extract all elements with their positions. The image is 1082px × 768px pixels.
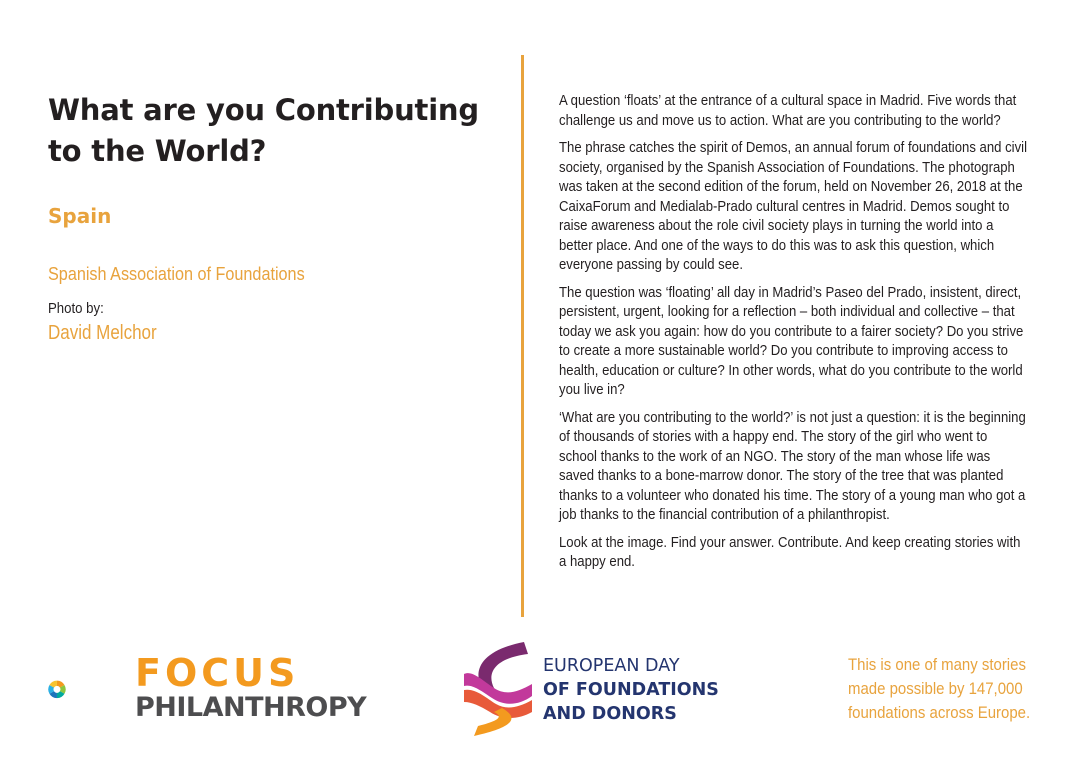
organisation-name: Spanish Association of Foundations	[48, 264, 305, 284]
story-title: What are you Contributing to the World?	[48, 93, 479, 168]
focus-logo-line2: PHILANTHROPY	[135, 692, 367, 723]
tagline-line2: made possible by 147,000	[848, 679, 1023, 698]
edf-logo-line3: AND DONORS	[543, 704, 677, 724]
tagline-line1: This is one of many stories	[848, 655, 1026, 674]
edf-logo-text	[543, 654, 719, 726]
footer-tagline	[848, 653, 1050, 725]
photographer-name: David Melchor	[48, 322, 157, 344]
body-paragraph: ‘What are you contributing to the world?’ is not just a question: it is the beginning of thousands of stories with a happy end. The story of the girl who went to school thanks to the work of an NGO. The story of the man whose life was saved thanks to a bone-marrow donor. The story of the tree that was planted thanks to a volunteer who donated his time. The story of a young man who got a job thanks to the financial contribution of a philanthropist.	[559, 409, 1026, 523]
body-paragraph: The phrase catches the spirit of Demos, an annual forum of foundations and civil society, organised by the Spanish Association of Foundations. The photograph was taken at the second edition of the forum, held on November 26, 2018 at the CaixaForum and Medialab-Prado cultural centres in Madrid. Demos sought to raise awareness about the role civil society plays in turning the world into a better place. And one of the ways to do this was to ask this question, which everyone passing by could see.	[559, 140, 1027, 273]
story-body	[559, 92, 1027, 581]
edf-logo-line2: OF FOUNDATIONS	[543, 680, 719, 700]
column-divider	[521, 55, 524, 617]
body-paragraph: The question was ‘floating’ all day in Madrid’s Paseo del Prado, insistent, direct, persistent, urgent, looking for a reflection – both individual and collective – that today we ask you again: how do you contribute to a fairer society? Do you strive to create a more sustainable world? Do you contribute to improving access to health, education or culture? In other words, what do you contribute to the world you live in?	[559, 284, 1024, 398]
focus-logo-line1: FOCUS	[135, 651, 300, 695]
body-paragraph: A question ‘floats’ at the entrance of a cultural space in Madrid. Five words that challenge us and move us to action. What are you contributing to the world?	[559, 93, 1017, 129]
country-label: Spain	[48, 204, 112, 228]
body-paragraph: Look at the image. Find your answer. Contribute. And keep creating stories with a happy end.	[559, 534, 1021, 570]
tagline-line3: foundations across Europe.	[848, 703, 1031, 722]
photo-credit-label: Photo by:	[48, 300, 104, 317]
edf-logo-line1: EUROPEAN DAY	[543, 656, 680, 676]
focus-philanthropy-logo-icon	[48, 652, 128, 727]
edf-ribbon-icon	[462, 640, 538, 738]
